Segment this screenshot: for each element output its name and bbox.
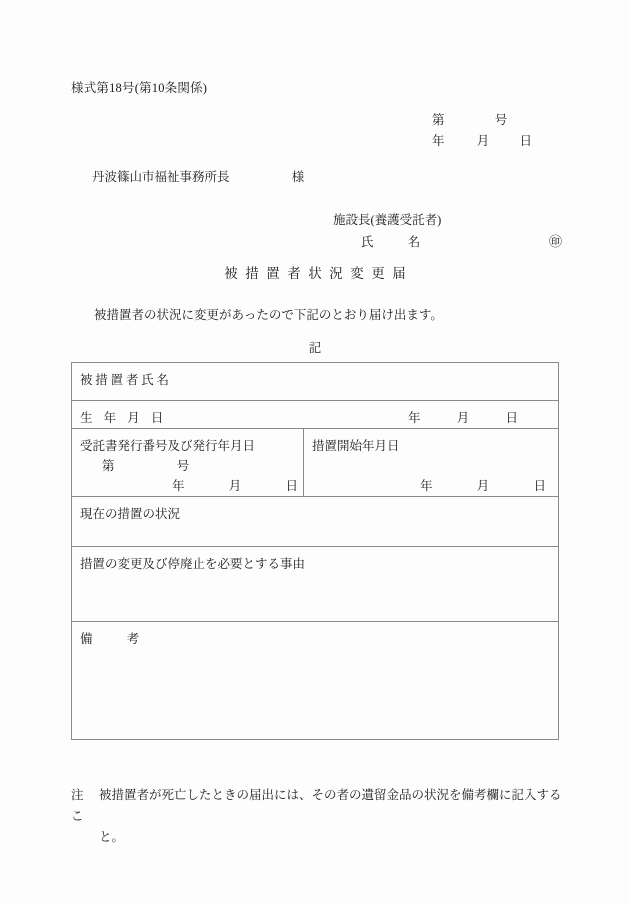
document-date-day: 日 [519,134,533,148]
sender-name-label-first: 氏 [361,235,374,249]
sender-name-line [361,231,561,253]
document-number-block [432,110,532,152]
addressee-office: 丹波篠山市福祉事務所長 [92,170,230,184]
measure-start-date-line [420,476,558,496]
table-row [72,401,559,429]
birth-year-label: 年 [407,411,421,425]
note-line-2: と。 [99,830,125,844]
receipt-year-label: 年 [172,479,185,493]
start-month-label: 月 [476,479,490,493]
receipt-number-cell[interactable] [72,429,304,497]
sender-name-label-second: 名 [407,235,421,249]
sender-role: 施設長(養護受託者) [333,213,442,227]
receipt-date-line [172,476,303,496]
page-title: 被措置者状況変更届 [224,266,414,281]
sender-block [333,209,561,253]
form-table [71,362,559,740]
receipt-month-label: 月 [228,479,242,493]
table-row [72,547,559,622]
measure-start-label: 措置開始年月日 [312,439,400,453]
document-date-row [432,131,532,152]
current-status-cell[interactable] [72,497,559,547]
birth-date-label: 生 年 月 日 [80,411,168,425]
addressee-line [92,167,304,185]
remarks-label-second: 考 [126,632,140,646]
document-number-row [432,110,532,131]
document-date-year: 年 [432,134,445,148]
table-row [72,622,559,740]
footer-note [71,785,571,848]
receipt-number-suffix: 号 [176,459,190,473]
remarks-label-first: 備 [80,632,93,646]
birth-date-cell[interactable] [72,401,559,429]
table-row [72,497,559,547]
subject-name-label: 被措置者氏名 [80,373,172,387]
birth-date-fields [408,408,518,428]
remarks-label [80,632,139,646]
change-reason-cell[interactable] [72,547,559,622]
ki-marker: 記 [308,341,322,355]
receipt-day-label: 日 [285,479,299,493]
document-date-month: 月 [476,134,490,148]
subject-name-cell[interactable] [72,363,559,401]
note-line-1: 被措置者が死亡したときの届出には、その者の遺留金品の状況を備考欄に記入するこ [71,788,562,823]
note-marker: 注 [71,788,84,802]
lead-sentence: 被措置者の状況に変更があったので下記のとおり届け出ます。 [94,308,443,322]
measure-start-date-cell[interactable] [304,429,559,497]
receipt-number-prefix: 第 [102,459,115,473]
start-day-label: 日 [533,479,547,493]
receipt-number-line [102,456,303,476]
document-number-prefix: 第 [432,113,445,127]
seal-icon: ㊞ [549,234,563,249]
table-row [72,429,559,497]
form-number: 様式第18号(第10条関係) [71,81,208,95]
addressee-honorific: 様 [291,170,305,184]
document-number-suffix: 号 [494,113,508,127]
table-row [72,363,559,401]
change-reason-label: 措置の変更及び停廃止を必要とする事由 [80,557,306,571]
receipt-label: 受託書発行番号及び発行年月日 [80,439,256,453]
current-status-label: 現在の措置の状況 [80,507,181,521]
remarks-cell[interactable] [72,622,559,740]
birth-month-label: 月 [456,411,470,425]
birth-day-label: 日 [505,411,518,425]
sender-name-label [361,235,420,249]
start-year-label: 年 [420,479,433,493]
